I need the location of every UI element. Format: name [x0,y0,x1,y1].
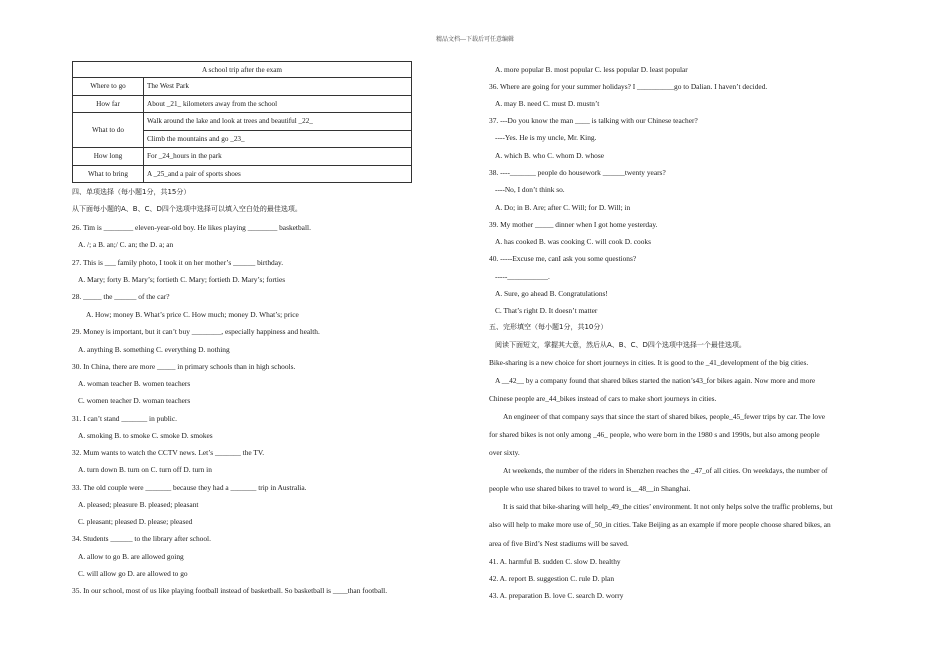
options-37: A. which B. who C. whom D. whose [495,151,605,160]
options-31: A. smoking B. to smoke C. smoke D. smokes [78,431,213,440]
dialogue-40: -----___________. [495,272,550,281]
row-label: How far [73,95,144,113]
options-41: 41. A. harmful B. sudden C. slow D. healthy [489,557,621,566]
question-35: 35. In our school, most of us like playing football instead of basketball. So basketball is ____than football. [72,586,388,595]
question-26: 26. Tim is ________ eleven-year-old boy. He likes playing ________ basketball. [72,223,311,232]
section-4-title: 四、单项选择（每小题1分，共15分） [72,188,191,196]
section-5-instruction: 阅读下面短文，掌握其大意，然后从A、B、C、D四个选项中选择一个最佳选项。 [495,341,746,349]
question-36: 36. Where are going for your summer holidays? I __________go to Dalian. I haven’t decided. [489,82,768,91]
question-37: 37. ---Do you know the man ____ is talking with our Chinese teacher? [489,116,698,125]
row-value: Climb the mountains and go _23_ [144,130,412,148]
question-39: 39. My mother _____ dinner when I got home yesterday. [489,220,658,229]
question-32: 32. Mum wants to watch the CCTV news. Let’s _______ the TV. [72,448,265,457]
row-value: The West Park [144,78,412,96]
question-40: 40. -----Excuse me, canI ask you some questions? [489,254,637,263]
row-value: About _21_ kilometers away from the school [144,95,412,113]
passage-line: It is said that bike-sharing will help_49_the cities’ environment. It not only helps solve the traffic problems, but [503,502,833,511]
table-row [73,78,412,96]
section-4-instruction: 从下面每小题的A、B、C、D四个选项中选择可以填入空白处的最佳选项。 [72,205,302,213]
passage-line: over sixty. [489,448,520,457]
question-28: 28. _____ the ______ of the car? [72,292,170,301]
row-value: Walk around the lake and look at trees and beautiful _22_ [144,113,412,131]
options-30-cd: C. women teacher D. woman teachers [78,396,191,405]
section-5-title: 五、完形填空（每小题1分，共10分） [489,323,608,331]
options-39: A. has cooked B. was cooking C. will cook D. cooks [495,237,652,246]
options-27: A. Mary; forty B. Mary’s; fortieth C. Mary; fortieth D. Mary’s; forties [78,275,286,284]
dialogue-37: ----Yes. He is my uncle, Mr. King. [495,133,597,142]
options-42: 42. A. report B. suggestion C. rule D. plan [489,574,615,583]
options-34-cd: C. will allow go D. are allowed to go [78,569,188,578]
trip-table [72,61,412,183]
question-33: 33. The old couple were _______ because they had a _______ trip in Australia. [72,483,307,492]
page-header-watermark: 精品文档---下载后可任意编辑 [436,37,514,43]
dialogue-38: ----No, I don’t think so. [495,185,565,194]
table-row [73,95,412,113]
options-43: 43. A. preparation B. love C. search D. worry [489,591,624,600]
passage-line: area of five Bird’s Nest stadiums will be saved. [489,539,629,548]
row-label: How long [73,148,144,166]
options-29: A. anything B. something C. everything D. nothing [78,345,230,354]
options-33-ab: A. pleased; pleasure B. pleased; pleasant [78,500,199,509]
options-40-ab: A. Sure, go ahead B. Congratulations! [495,289,608,298]
options-38: A. Do; in B. Are; after C. Will; for D. Will; in [495,203,631,212]
options-34-ab: A. allow to go B. are allowed going [78,552,184,561]
passage-line: An engineer of that company says that since the start of shared bikes, people_45_fewer trips by car. The love [503,412,826,421]
question-38: 38. ----_______ people do housework ______twenty years? [489,168,666,177]
options-40-cd: C. That’s right D. It doesn’t matter [495,306,598,315]
row-value: For _24_hours in the park [144,148,412,166]
options-28: A. How; money B. What’s price C. How much; money D. What’s; price [86,310,299,319]
question-31: 31. I can’t stand _______ in public. [72,414,177,423]
table-row [73,148,412,166]
options-26: A. /; a B. an;/ C. an; the D. a; an [78,240,174,249]
row-value: A _25_and a pair of sports shoes [144,165,412,183]
passage-line: people who use shared bikes to travel to word is__48__in Shanghai. [489,484,691,493]
table-title: A school trip after the exam [73,62,412,78]
passage-line: also will help to make more use of_50_in cities. Take Beijing as an example if more people choose shared bikes, an [489,520,831,529]
passage-line: A __42__ by a company found that shared bikes started the nation’s43_for bikes again. Now more and more [495,376,816,385]
passage-line: for shared bikes is not only among _46_ people, who were born in the 1980 s and 1990s, but also among people [489,430,820,439]
table-row [73,113,412,131]
options-36: A. may B. need C. must D. mustn’t [495,99,600,108]
row-label: What to do [73,113,144,148]
question-29: 29. Money is important, but it can’t buy ________, especially happiness and health. [72,327,320,336]
options-30-ab: A. woman teacher B. women teachers [78,379,191,388]
question-30: 30. In China, there are more _____ in primary schools than in high schools. [72,362,296,371]
question-27: 27. This is ___ family photo, I took it on her mother’s ______ birthday. [72,258,284,267]
row-label: Where to go [73,78,144,96]
options-32: A. turn down B. turn on C. turn off D. turn in [78,465,212,474]
table-row [73,165,412,183]
row-label: What to bring [73,165,144,183]
question-34: 34. Students ______ to the library after school. [72,534,211,543]
passage-line: Bike-sharing is a new choice for short journeys in cities. It is good to the _41_development of the big cities. [489,358,809,367]
passage-line: Chinese people are_44_bikes instead of cars to make short journeys in cities. [489,394,717,403]
options-35: A. more popular B. most popular C. less popular D. least popular [495,65,688,74]
passage-line: At weekends, the number of the riders in Shenzhen reaches the _47_of all cities. On weekdays, the number of [503,466,828,475]
options-33-cd: C. pleasant; pleased D. please; pleased [78,517,193,526]
